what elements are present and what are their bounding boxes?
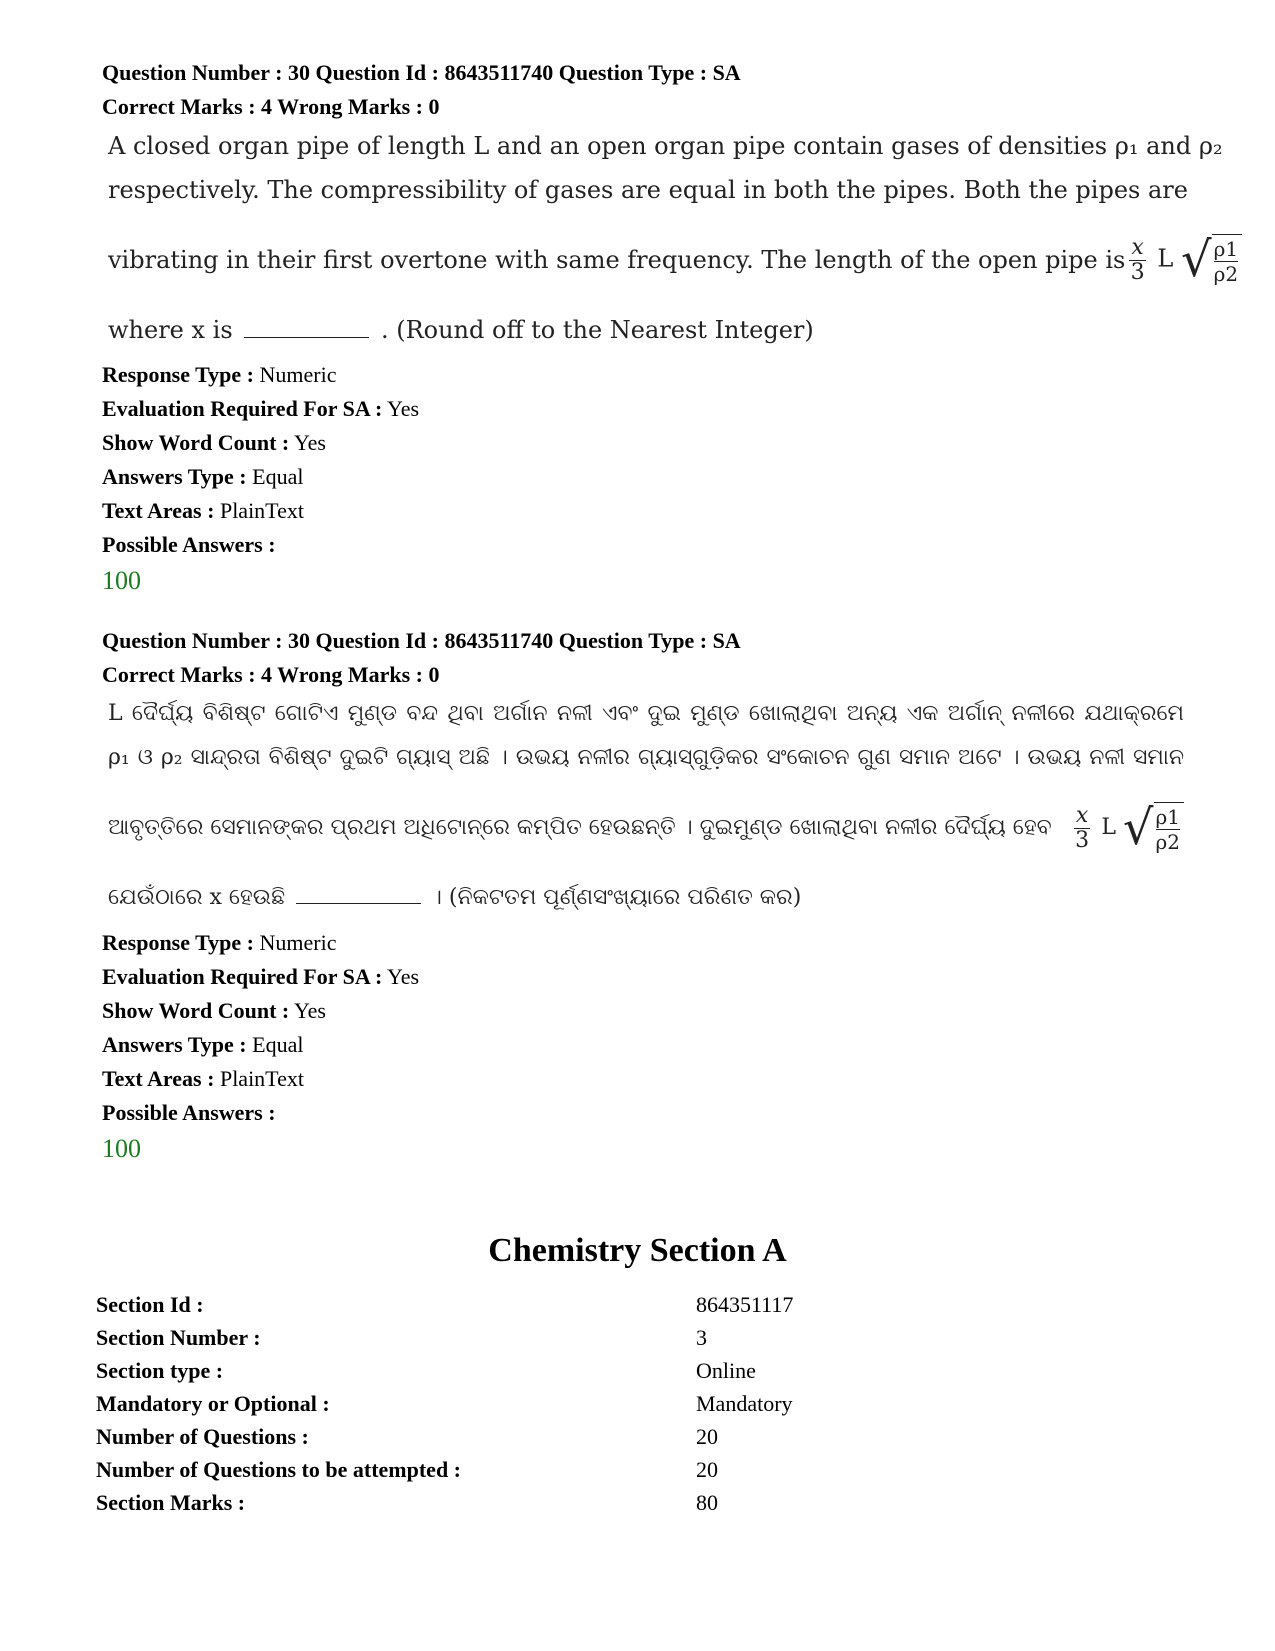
question-block-english <box>102 56 1239 600</box>
question-text-line <box>108 876 1184 920</box>
show-word-count: Show Word Count : Yes <box>102 998 326 1023</box>
fraction-numerator: x <box>1075 802 1089 828</box>
answers-type: Answers Type : Equal <box>102 464 304 489</box>
answer-blank <box>296 903 421 904</box>
question-text-fragment: . (Round off to the Nearest Integer) <box>380 316 814 344</box>
question-text-line-content: ଆବୃତ୍ତିରେ ସେମାନଙ୍କର ପ୍ରଥମ ଅଧିଟୋନ୍‌ରେ କମ୍ପିତ ହେଉଛନ୍ତି । ଦୁଇମୁଣ୍ଡ ଖୋଲାଥିବା ନଳୀର ଦୈର୍ଘ୍ୟ ହେବ <box>108 815 1052 840</box>
response-type: Response Type : Numeric <box>102 930 337 955</box>
section-row: Section Number : 3 <box>96 1325 707 1350</box>
question-text-fragment: ଯେଉଁଠାରେ x ହେଉଛି <box>108 885 286 910</box>
text-areas: Text Areas : PlainText <box>102 498 304 523</box>
question-text-line: A closed organ pipe of length L and an open organ pipe contain gases of densities ρ₁ and ρ₂ <box>108 132 1223 160</box>
radical-icon: √ <box>1122 800 1154 856</box>
question-header: Question Number : 30 Question Id : 8643511740 Question Type : SA <box>102 628 741 653</box>
text-areas: Text Areas : PlainText <box>102 1066 304 1091</box>
fraction <box>1074 804 1090 853</box>
square-root <box>1181 234 1242 286</box>
evaluation-required: Evaluation Required For SA : Yes <box>102 396 420 421</box>
question-text-line <box>108 308 1184 352</box>
question-text-line: respectively. The compressibility of gases are equal in both the pipes. Both the pipes are <box>108 176 1188 204</box>
possible-answers-label: Possible Answers : <box>102 532 276 557</box>
section-details <box>96 1288 996 1519</box>
question-text-line: L ଦୈର୍ଘ୍ୟ ବିଶିଷ୍ଟ ଗୋଟିଏ ମୁଣ୍ଡ ବନ୍ଦ ଥିବା ଅର୍ଗାନ ନଳୀ ଏବଂ ଦୁଇ ମୁଣ୍ଡ ଖୋଲାଥିବା ଅନ୍ୟ ଏକ ଅର୍ଗାନ୍ ନଳୀରେ ଯଥାକ୍ରମେ <box>108 701 1184 726</box>
question-text <box>108 124 1239 352</box>
question-block-odia <box>102 624 1182 1168</box>
question-text-line-content: vibrating in their first overtone with same frequency. The length of the open pipe is <box>108 246 1126 274</box>
square-root <box>1123 802 1184 854</box>
section-row: Section Id : 864351117 <box>96 1292 794 1317</box>
formula <box>1070 802 1184 854</box>
question-text <box>108 692 1184 920</box>
section-row: Number of Questions : 20 <box>96 1424 718 1449</box>
answer-blank <box>244 337 369 338</box>
section-row: Mandatory or Optional : Mandatory <box>96 1391 793 1416</box>
fraction-denominator: 3 <box>1130 259 1145 285</box>
formula-length: L <box>1101 815 1116 840</box>
marks-header: Correct Marks : 4 Wrong Marks : 0 <box>102 662 440 687</box>
response-type: Response Type : Numeric <box>102 362 337 387</box>
answers-type: Answers Type : Equal <box>102 1032 304 1057</box>
section-row: Number of Questions to be attempted : 20 <box>96 1457 718 1482</box>
density-numerator: ρ1 <box>1213 237 1239 261</box>
possible-answer-value: 100 <box>102 1134 141 1163</box>
fraction-denominator: 3 <box>1075 827 1090 853</box>
density-denominator: ρ2 <box>1213 262 1239 286</box>
density-numerator: ρ1 <box>1155 805 1180 829</box>
question-text-line: ρ₁ ଓ ρ₂ ସାନ୍ଦ୍ରତା ବିଶିଷ୍ଟ ଦୁଇଟି ଗ୍ୟାସ୍ ଅଛି । ଉଭୟ ନଳୀର ଗ୍ୟାସ୍‌ଗୁଡ଼ିକର ସଂକୋଚନ ଗୁଣ ସମାନ ଅଟେ । ଉଭୟ ନଳୀ ସମାନ <box>108 745 1184 770</box>
fraction <box>1129 236 1145 285</box>
radical-icon: √ <box>1181 232 1212 288</box>
question-text-fragment: । (ନିକଟତମ ପୂର୍ଣ୍ଣସଂଖ୍ୟାରେ ପରିଣତ କର) <box>432 885 802 910</box>
question-header: Question Number : 30 Question Id : 8643511740 Question Type : SA <box>102 60 741 85</box>
section-row: Section type : Online <box>96 1358 756 1383</box>
fraction-numerator: x <box>1131 234 1144 260</box>
formula <box>1125 234 1242 286</box>
formula-length: L <box>1157 244 1174 273</box>
possible-answers-label: Possible Answers : <box>102 1100 276 1125</box>
question-text-fragment: where x is <box>108 316 233 344</box>
section-title: Chemistry Section A <box>488 1232 787 1269</box>
density-denominator: ρ2 <box>1155 830 1180 854</box>
question-text-line <box>108 780 1184 876</box>
section-row: Section Marks : 80 <box>96 1490 718 1515</box>
marks-header: Correct Marks : 4 Wrong Marks : 0 <box>102 94 440 119</box>
evaluation-required: Evaluation Required For SA : Yes <box>102 964 420 989</box>
show-word-count: Show Word Count : Yes <box>102 430 326 455</box>
possible-answer-value: 100 <box>102 566 141 595</box>
